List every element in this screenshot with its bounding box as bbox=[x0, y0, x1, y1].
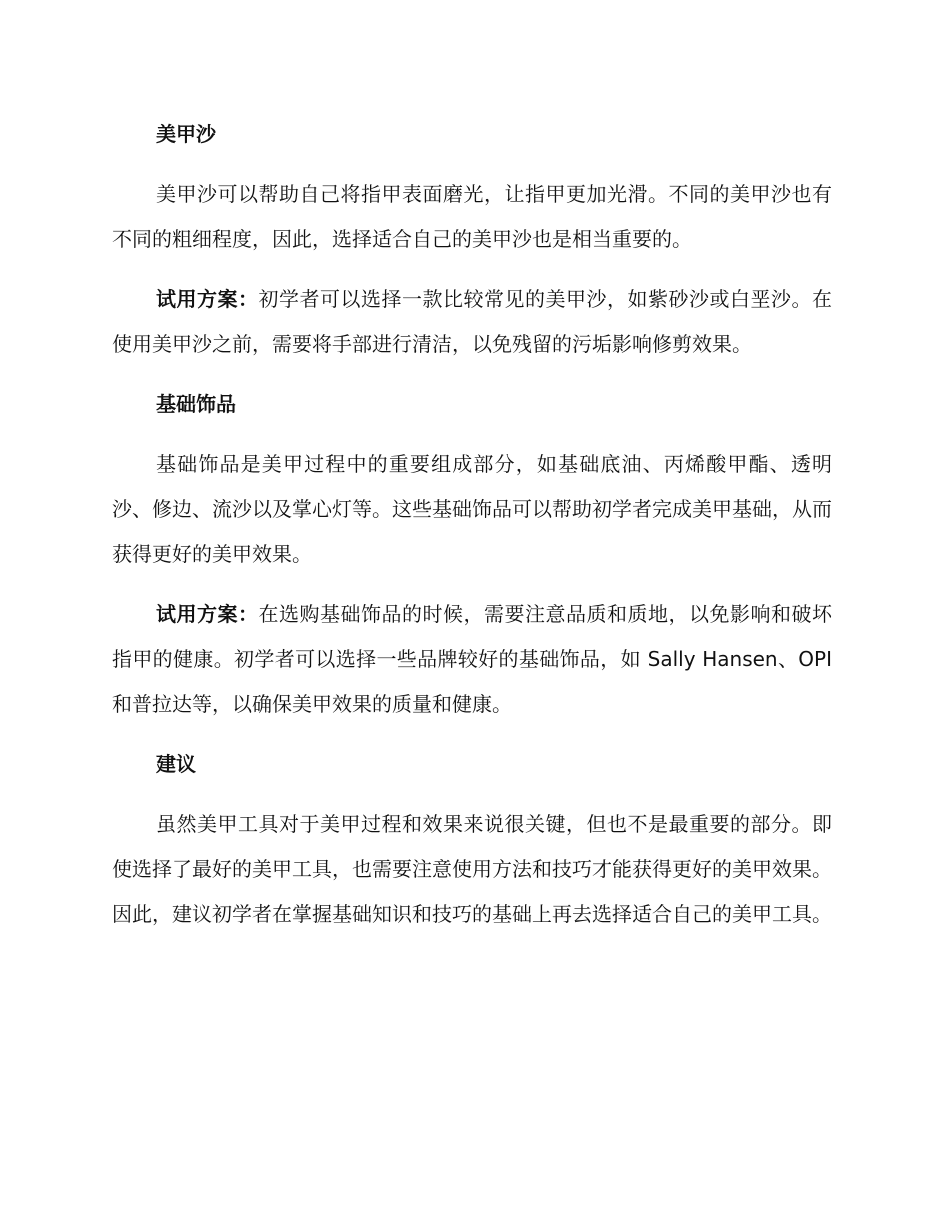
trial-plan-label: 试用方案： bbox=[156, 602, 259, 626]
section-paragraph: 美甲沙可以帮助自己将指甲表面磨光，让指甲更加光滑。不同的美甲沙也有不同的粗细程度，因此，选择适合自己的美甲沙也是相当重要的。 bbox=[112, 182, 832, 251]
trial-plan-paragraph bbox=[112, 277, 832, 367]
trial-plan-label: 试用方案： bbox=[156, 287, 259, 311]
trial-plan-paragraph bbox=[112, 592, 832, 727]
document-body bbox=[112, 112, 832, 952]
trial-plan-text: 在选购基础饰品的时候，需要注意品质和质地，以免影响和破坏指甲的健康。初学者可以选择一些品牌较好的基础饰品，如 Sally Hansen、OPI 和普拉达等，以确保美甲效果的质量和健康。 bbox=[112, 602, 832, 716]
trial-plan-text: 初学者可以选择一款比较常见的美甲沙，如紫砂沙或白垩沙。在使用美甲沙之前，需要将手部进行清洁，以免残留的污垢影响修剪效果。 bbox=[112, 287, 832, 356]
section-paragraph: 虽然美甲工具对于美甲过程和效果来说很关键，但也不是最重要的部分。即使选择了最好的美甲工具，也需要注意使用方法和技巧才能获得更好的美甲效果。因此，建议初学者在掌握基础知识和技巧的基础上再去选择适合自己的美甲工具。 bbox=[112, 812, 832, 926]
section-heading: 基础饰品 bbox=[156, 392, 236, 416]
section-heading: 建议 bbox=[156, 752, 196, 776]
section-heading: 美甲沙 bbox=[156, 122, 216, 146]
section-paragraph: 基础饰品是美甲过程中的重要组成部分，如基础底油、丙烯酸甲酯、透明沙、修边、流沙以及掌心灯等。这些基础饰品可以帮助初学者完成美甲基础，从而获得更好的美甲效果。 bbox=[112, 452, 832, 566]
